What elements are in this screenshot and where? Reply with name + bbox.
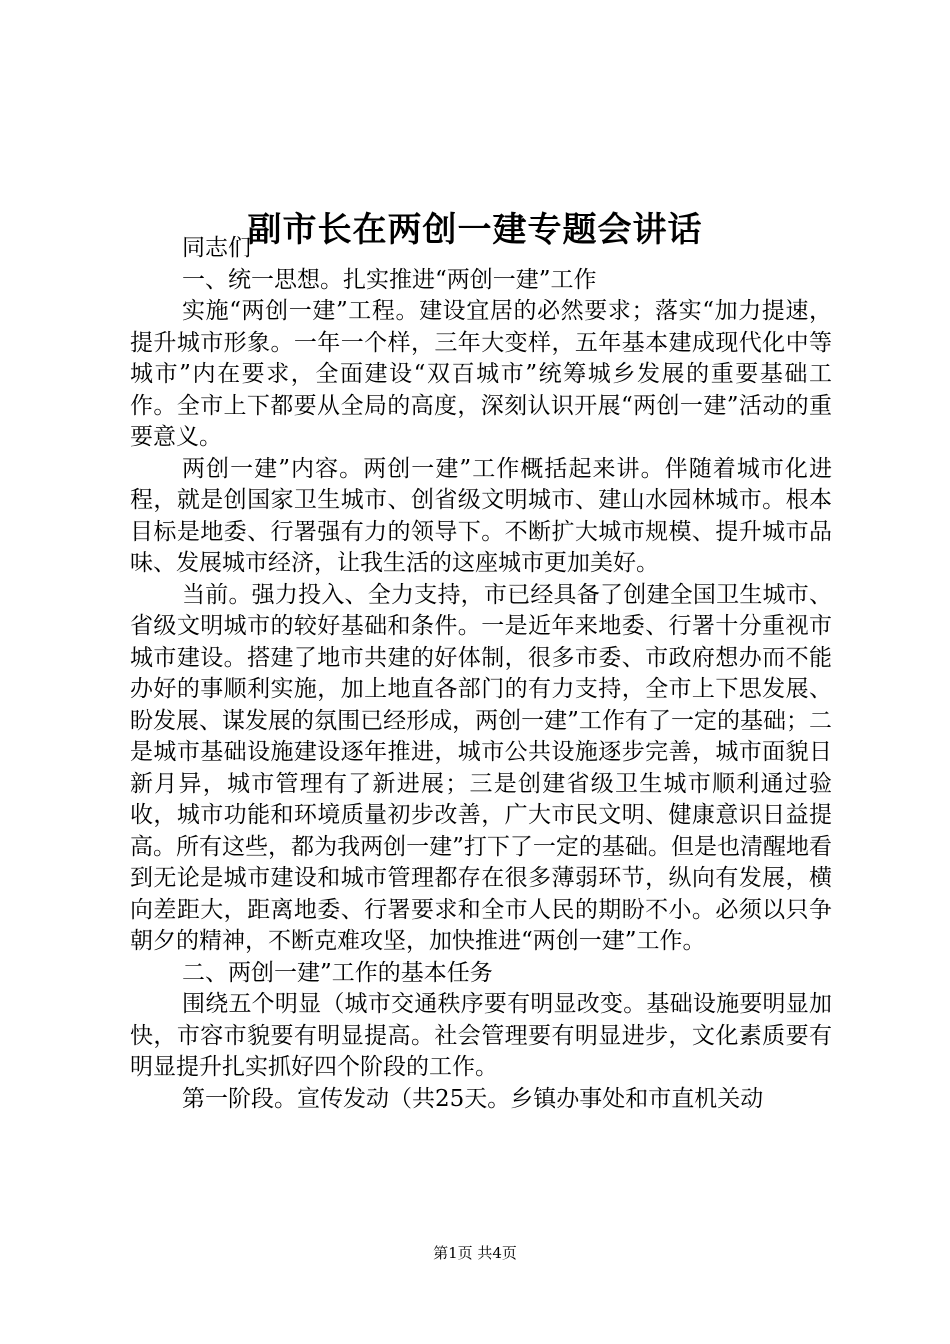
paragraph-heading-2: 二、两创一建”工作的基本任务 [182, 959, 493, 986]
paragraph-heading-1: 一、统一思想。扎实推进“两创一建”工作 [182, 266, 597, 293]
paragraph-salutation: 同志们 [182, 235, 251, 261]
document-title: 副市长在两创一建专题会讲话 [247, 209, 703, 250]
paragraph-content: 两创一建”内容。两创一建”工作概括起来讲。伴随着城市化进程，就是创国家卫生城市、创省级文明城市、建山水园林城市。根本目标是地委、行署强有力的领导下。不断扩大城市规模、提升城市品味、发展城市经济，让我生活的这座城市更加美好。 [130, 455, 832, 576]
paragraph-current-situation: 当前。强力投入、全力支持，市已经具备了创建全国卫生城市、省级文明城市的较好基础和条件。一是近年来地委、行署十分重视市城市建设。搭建了地市共建的好体制，很多市委、市政府想办而不能办好的事顺利实施，加上地直各部门的有力支持，全市上下思发展、盼发展、谋发展的氛围已经形成，两创一建”工作有了一定的基础；二是城市基础设施建设逐年推进，城市公共设施逐步完善，城市面貌日新月异，城市管理有了新进展；三是创建省级卫生城市顺利通过验收，城市功能和环境质量初步改善，广大市民文明、健康意识日益提高。所有这些，都为我两创一建”打下了一定的基础。但是也清醒地看到无论是城市建设和城市管理都存在很多薄弱环节，纵向有发展，横向差距大，距离地委、行署要求和全市人民的期盼不小。必须以只争朝夕的精神，不断克难攻坚，加快推进“两创一建”工作。 [130, 581, 832, 954]
paragraph-significance: 实施“两创一建”工程。建设宜居的必然要求；落实“加力提速，提升城市形象。一年一个样，三年大变样，五年基本建成现代化中等城市”内在要求，全面建设“双百城市”统筹城乡发展的重要基础工作。全市上下都要从全局的高度，深刻认识开展“两创一建”活动的重要意义。 [130, 298, 832, 450]
paragraph-stage-one: 第一阶段。宣传发动（共25天。乡镇办事处和市直机关动 [182, 1085, 764, 1112]
page-number-footer: 第1页 共4页 [433, 1244, 517, 1262]
paragraph-five-goals: 围绕五个明显（城市交通秩序要有明显改变。基础设施要明显加快，市容市貌要有明显提高。社会管理要有明显进步，文化素质要有明显提升扎实抓好四个阶段的工作。 [130, 991, 832, 1080]
document-body [130, 233, 832, 1115]
